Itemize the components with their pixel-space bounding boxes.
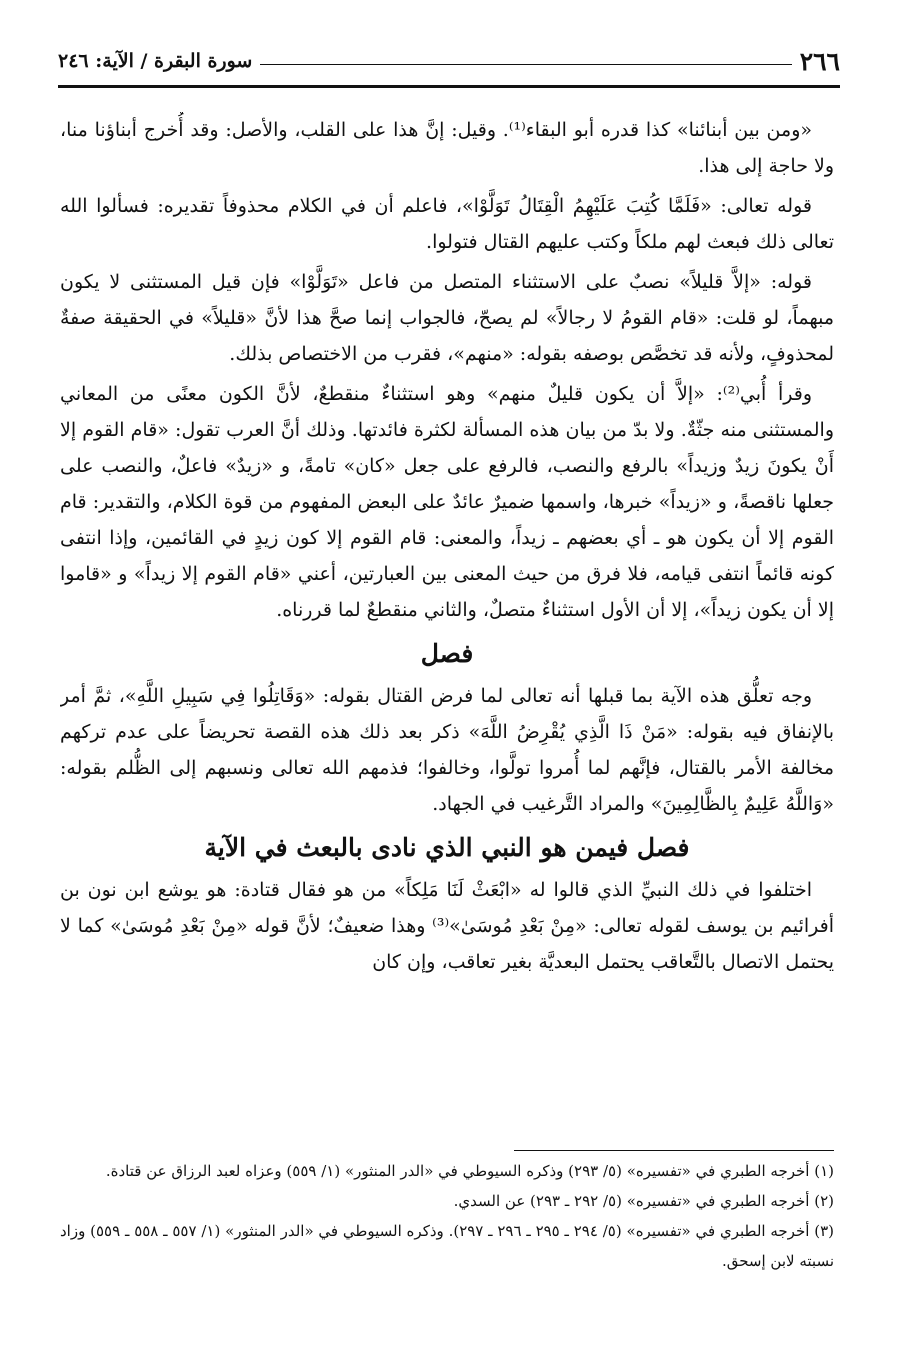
footnote: (٢) أخرجه الطبري في «تفسيره» (٥/ ٢٩٢ ـ ٢٩٣) عن السدي.: [453, 1192, 834, 1210]
paragraph: وقرأ أُبي⁽²⁾: «إلاَّ أن يكون قليلٌ منهم» وهو استثناءٌ منقطعٌ، لأنَّ الكون معنًى من المعاني والمستثنى منه جثّةٌ. ولا بدّ من بيان هذه المسألة لكثرة فائدتها. وذلك أنَّ العرب تقول: «قام القوم إلا أَنْ يكونَ زيدٌ وزيداً» بالرفع والنصب، فالرفع على جعل «كان» تامةً، و «زيدٌ» فاعلٌ، والنصب على جعلها ناقصةً، و «زيداً» خبرها، واسمها ضميرٌ عائدٌ على البعض المفهوم من قوة الكلام، والتقدير: قام القوم إلا أن يكون هو ـ أي بعضهم ـ زيداً، والمعنى: قام القوم إلا كون زيدٍ في القائمين، وإذا انتفى كونه قائماً انتفى قيامه، فلا فرق من حيث المعنى بين العبارتين، أعني «قام القوم إلا زيداً» و «قاموا إلا أن يكون زيداً»، إلا أن الأول استثناءٌ متصلٌ، والثاني منقطعٌ لما قررناه.: [60, 383, 834, 621]
header-leader-line: [260, 64, 791, 65]
paragraph: «ومن بين أبنائنا» كذا قدره أبو البقاء⁽¹⁾. وقيل: إنَّ هذا على القلب، والأصل: وقد أُخرج أبناؤنا منا، ولا حاجة إلى هذا.: [60, 119, 834, 177]
paragraph: اختلفوا في ذلك النبيِّ الذي قالوا له «ابْعَثْ لَنَا مَلِكاً» من هو فقال قتادة: هو يوشع ابن نون بن أفرائيم بن يوسف لقوله تعالى: «مِنْ بَعْدِ مُوسَىٰ»⁽³⁾ وهذا ضعيفٌ؛ لأنَّ قوله «مِنْ بَعْدِ مُوسَىٰ» كما لا يحتمل الاتصال بالتَّعاقب يحتمل البعديَّة بغير تعاقب، وإن كان: [60, 879, 834, 973]
footnote: (٣) أخرجه الطبري في «تفسيره» (٥/ ٢٩٤ ـ ٢٩٥ ـ ٢٩٦ ـ ٢٩٧). وذكره السيوطي في «الدر المنثور» (١/ ٥٥٧ ـ ٥٥٨ ـ ٥٥٩) وزاد نسبته لابن إسحق.: [60, 1222, 834, 1270]
main-text: [60, 112, 834, 1047]
footnote-separator: [514, 1150, 834, 1151]
section-heading: فصل فيمن هو النبي الذي نادى بالبعث في الآية: [204, 833, 690, 862]
footnotes: [60, 1156, 834, 1338]
page-header: [58, 34, 840, 88]
header-rule: [58, 85, 840, 88]
running-title: سورة البقرة / الآية: ٢٤٦: [58, 50, 253, 72]
section-heading: فصل: [420, 639, 474, 668]
footnote: (١) أخرجه الطبري في «تفسيره» (٥/ ٢٩٣) وذكره السيوطي في «الدر المنثور» (١/ ٥٥٩) وعزاه لعبد الرزاق عن قتادة.: [105, 1162, 834, 1180]
page-number: ٢٦٦: [799, 46, 840, 76]
paragraph: قوله: «إلاَّ قليلاً» نصبٌ على الاستثناء المتصل من فاعل «تَوَلَّوْا» فإن قيل المستثنى لا يكون مبهماً، لو قلت: «قام القومُ لا رجالاً» لم يصحّ، فالجواب إنما صحَّ هذا لأنَّ «قليلاً» في الحقيقة صفةٌ لمحذوفٍ، ولأنه قد تخصَّص بوصفه بقوله: «منهم»، فقرب من الاختصاص بذلك.: [60, 271, 834, 365]
paragraph: قوله تعالى: «فَلَمَّا كُتِبَ عَلَيْهِمُ الْقِتَالُ تَوَلَّوْا»، فاعلم أن في الكلام محذوفاً تقديره: فسألوا الله تعالى ذلك فبعث لهم ملكاً وكتب عليهم القتال فتولوا.: [60, 195, 834, 253]
paragraph: وجه تعلُّق هذه الآية بما قبلها أنه تعالى لما فرض القتال بقوله: «وَقَاتِلُوا فِي سَبِيلِ اللَّهِ»، ثمَّ أمر بالإنفاق فيه بقوله: «مَنْ ذَا الَّذِي يُقْرِضُ اللَّهَ» ذكر بعد ذلك هذه القصة تحريضاً على عدم تركهم مخالفة الأمر بالقتال، فإنَّهم لما أُمروا تولَّوا، وخالفوا؛ فذمهم الله تعالى ونسبهم إلى الظُّلم بقوله: «وَاللَّهُ عَلِيمٌ بِالظَّالِمِينَ» والمراد التَّرغيب في الجهاد.: [60, 685, 834, 815]
